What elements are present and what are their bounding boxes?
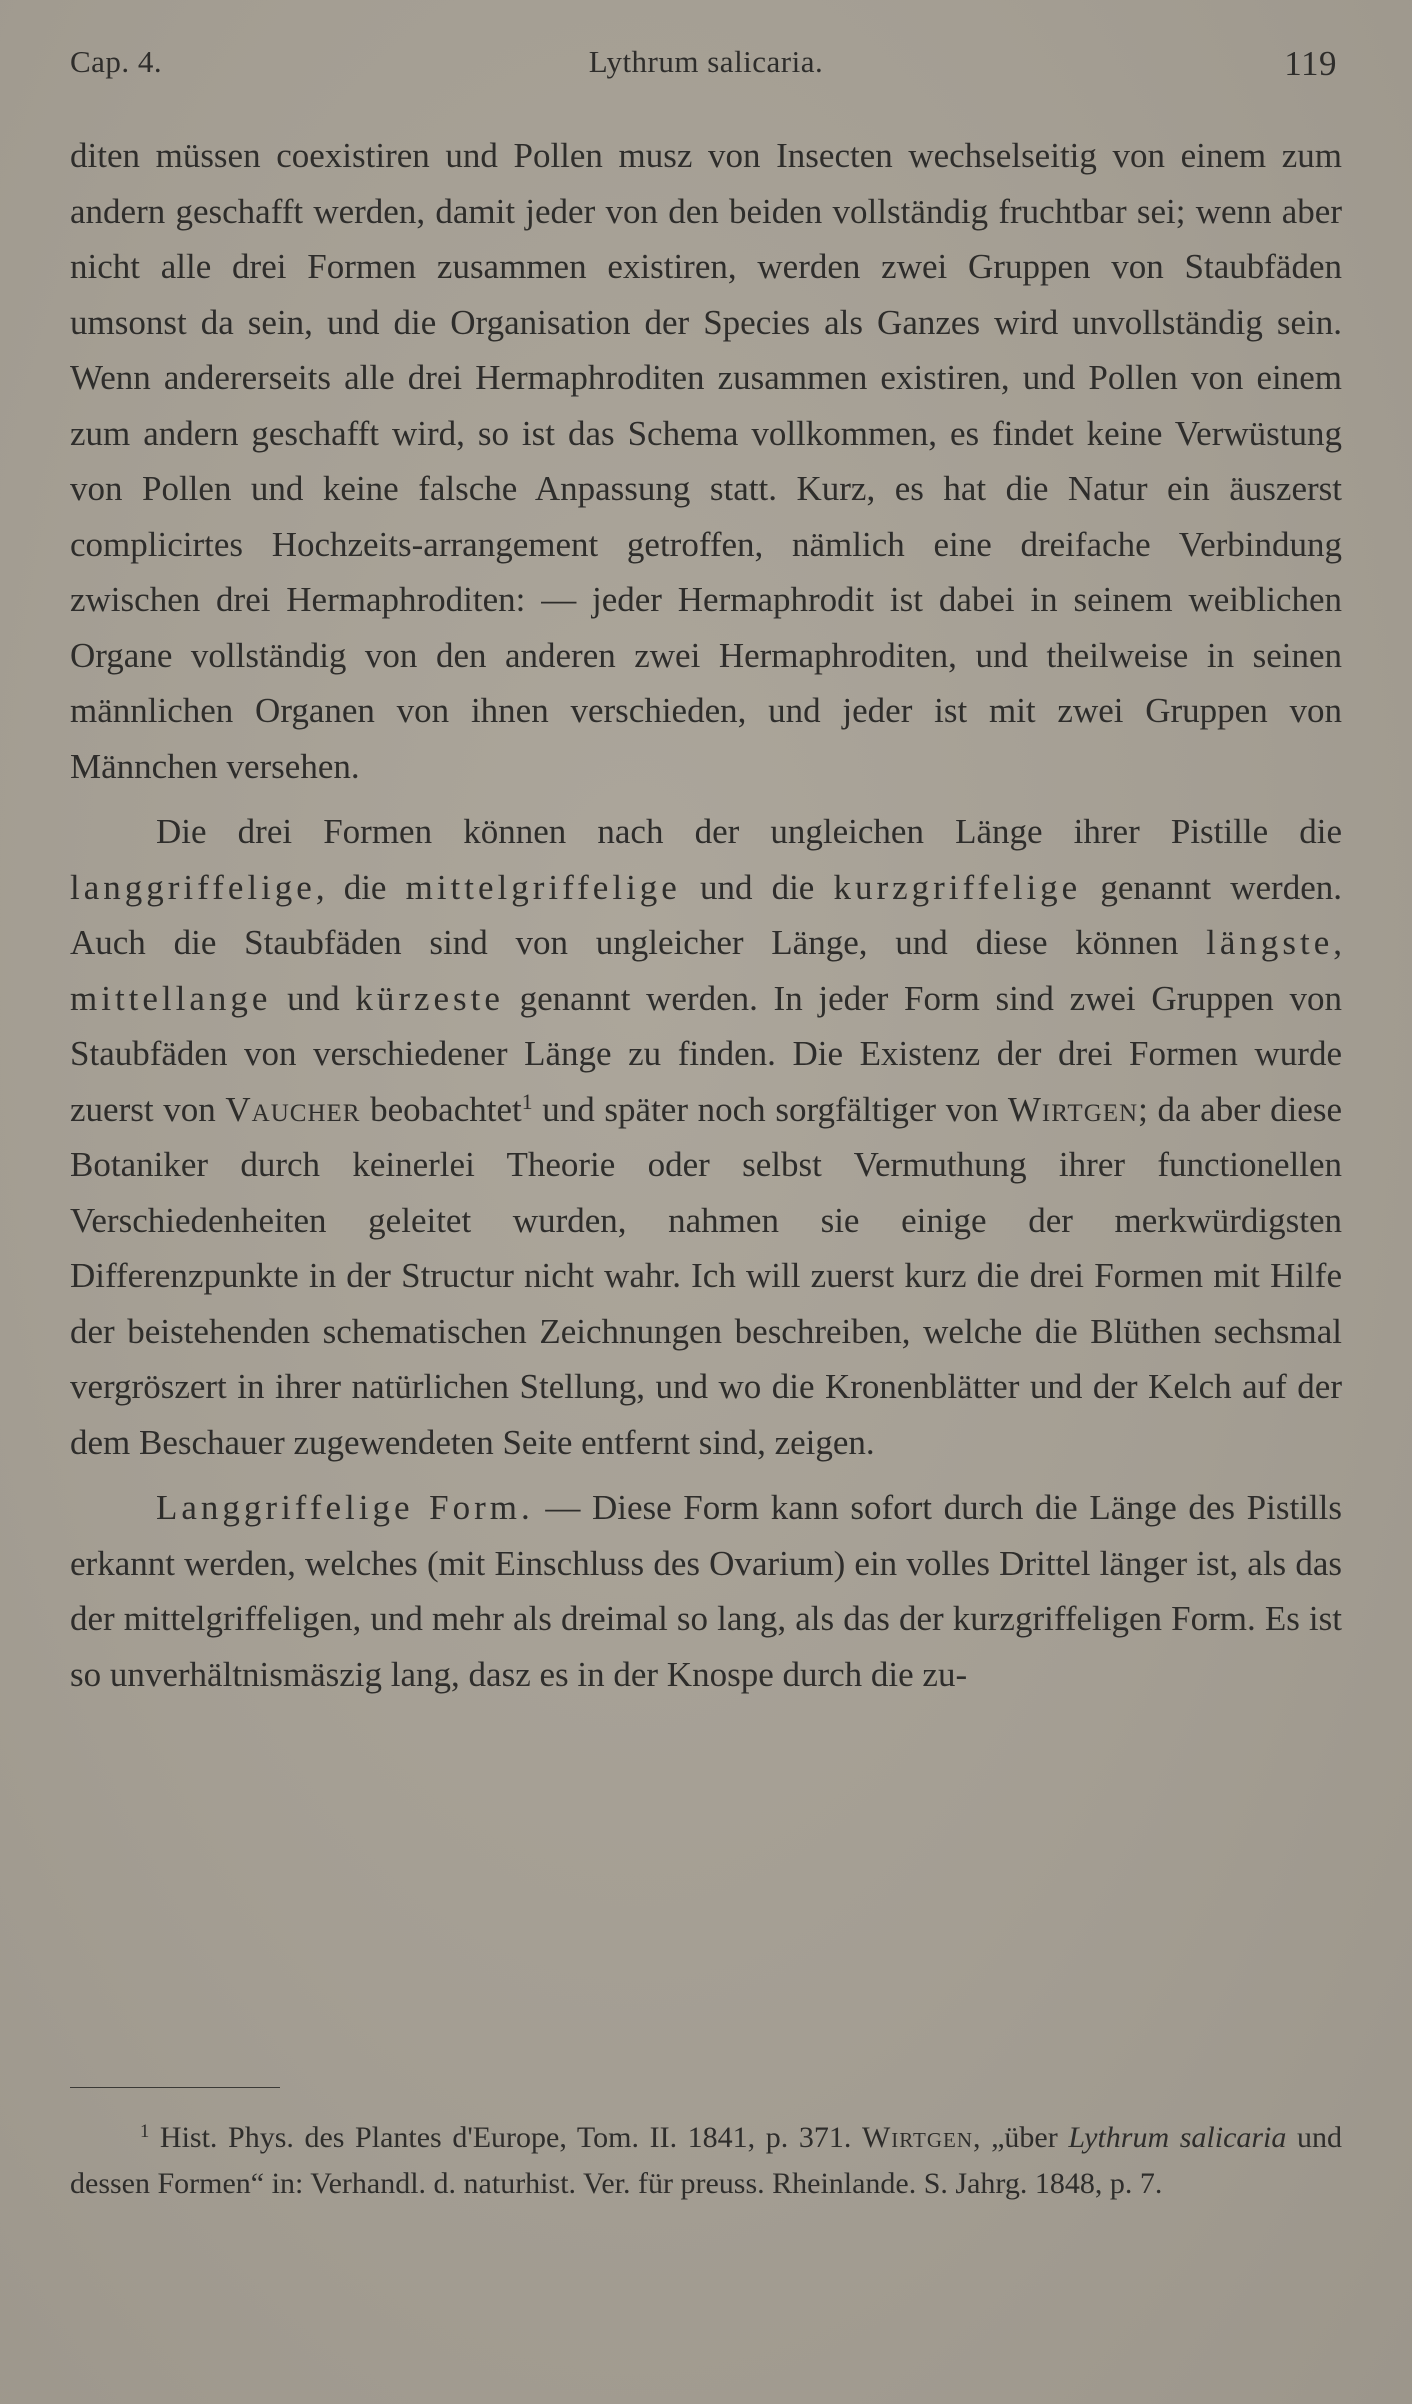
text-run: — Diese Form kann sofort durch die Länge des Pistills erkannt werden, welches (mit Einschluss des Ovarium) ein volles Drittel länger ist, als das der mittelgriffeligen, und mehr als dreimal so lang, als das der kurzgriffeligen Form. Es ist so unverhältnismäszig lang, dasz es in der Knospe durch die zu- xyxy=(70,1488,1342,1694)
text-run: beobachtet xyxy=(360,1089,522,1129)
text-run: und dessen Formen“ in: Verhandl. d. naturhist. Ver. für preuss. Rheinlande. S. Jahrg. 1848, p. 7. xyxy=(70,2121,1343,2200)
text-run: ; da aber diese Botaniker durch keinerlei Theorie oder selbst Vermuthung ihrer functionellen Verschiedenheiten geleitet wurden, nahmen sie einige der merkwürdigsten Differenzpunkte in der Structur nicht wahr. Ich will zuerst kurz die drei Formen mit Hilfe der beistehenden schematischen Zeichnungen beschreiben, welche die Blüthen sechsmal vergröszert in ihrer natürlichen Stellung, und wo die Kronenblätter und der Kelch auf der dem Beschauer zugewendeten Seite entfernt sind, zeigen. xyxy=(70,1089,1342,1462)
chapter-label: Cap. 4. xyxy=(70,44,163,79)
spaced-term: mittelgriffelige xyxy=(405,867,681,907)
text-run: , die xyxy=(315,867,406,907)
section-heading-inline: Langgriffelige Form. xyxy=(156,1488,534,1527)
text-run: Hist. Phys. des Plantes d'Europe, Tom. II. 1841, p. 371. xyxy=(149,2121,862,2154)
text-run: und die xyxy=(680,867,834,907)
footnote xyxy=(70,2115,1342,2207)
footnote-reference[interactable]: 1 xyxy=(521,1089,533,1114)
paragraph-1: diten müssen coexistiren und Pollen musz von Insecten wechselseitig von einem zum andern geschafft werden, damit jeder von den beiden vollständig fruchtbar sei; wenn aber nicht alle drei Formen zusammen existiren, werden zwei Gruppen von Staubfäden umsonst da sein, und die Organisation der Species als Ganzes wird unvollständig sein. Wenn andererseits alle drei Hermaphroditen zusammen existiren, und Pollen von einem zum andern geschafft wird, so ist das Schema vollkommen, es findet keine Verwüstung von Pollen und keine falsche Anpassung statt. Kurz, es hat die Natur ein äuszerst complicirtes Hochzeits-arrangement getroffen, nämlich eine dreifache Verbindung zwischen drei Hermaphroditen: — jeder Hermaphrodit ist dabei in seinem weiblichen Organe vollständig von den anderen zwei Hermaphroditen, und theilweise in seinen männlichen Organen von ihnen verschieden, und jeder ist mit zwei Gruppen von Männchen versehen. xyxy=(70,136,1342,786)
spaced-term: mittellange xyxy=(70,978,272,1018)
text-run: , xyxy=(1333,923,1342,962)
text-run: und später noch sorgfältiger von xyxy=(532,1089,1008,1129)
text-run: und xyxy=(271,978,356,1018)
running-header xyxy=(70,44,1342,88)
paragraph-3 xyxy=(70,1480,1342,1702)
italic-species-name: Lythrum salicaria xyxy=(1068,2121,1287,2154)
author-name-wirtgen: Wirtgen xyxy=(1007,1089,1139,1129)
spaced-term: längste xyxy=(1206,923,1334,962)
spaced-term: langgriffelige xyxy=(70,867,316,907)
author-name-vaucher: Vaucher xyxy=(225,1089,361,1129)
footnote-marker: 1 xyxy=(140,2120,150,2142)
spaced-term: kurzgriffelige xyxy=(833,867,1082,907)
footnote-divider xyxy=(70,2087,280,2088)
text-run: , „über xyxy=(973,2121,1069,2154)
spaced-term: kürzeste xyxy=(355,978,504,1018)
main-text xyxy=(70,128,1342,1702)
text-run: Die drei Formen können nach der ungleichen Länge ihrer Pistille die xyxy=(156,812,1342,851)
paragraph-2 xyxy=(70,804,1342,1470)
text-run: genannt werden. In jeder Form sind zwei Gruppen von Staubfäden von verschiedener Länge zu finden. Die Existenz der drei Formen wurde zuerst von xyxy=(70,978,1342,1129)
footnote-text xyxy=(70,2115,1342,2207)
page-number: 119 xyxy=(1284,44,1337,83)
text-run: genannt werden. Auch die Staubfäden sind von ungleicher Länge, und diese können xyxy=(70,867,1342,962)
running-title: Lythrum salicaria. xyxy=(588,44,824,79)
author-name-wirtgen: Wirtgen xyxy=(861,2121,974,2154)
